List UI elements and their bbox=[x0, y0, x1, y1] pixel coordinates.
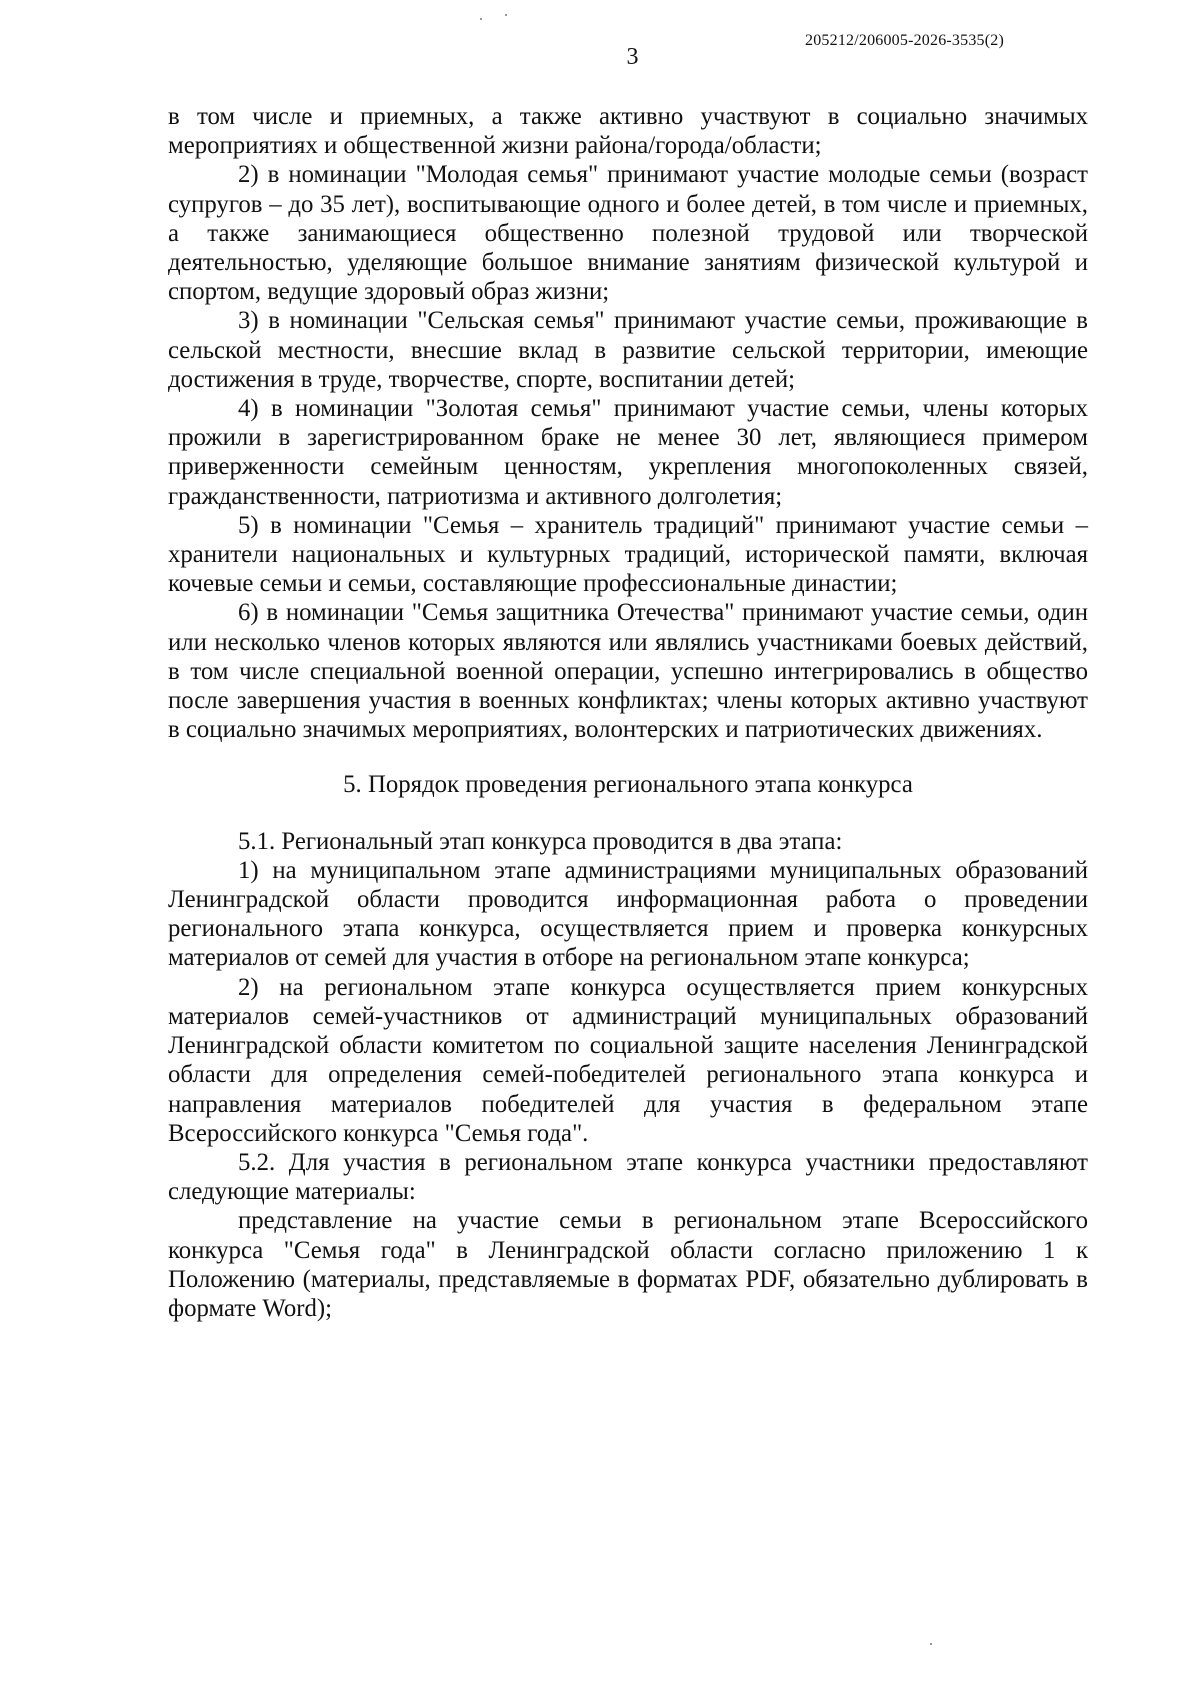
paragraph-5-1: 5.1. Региональный этап конкурса проводится в два этапа: bbox=[238, 827, 843, 855]
scan-speck bbox=[505, 14, 507, 16]
paragraph-nomination-young-family: 2) в номинации "Молодая семья" принимают участие молодые семьи (возраст супругов – до 35 лет), воспитывающие одного и более детей, в том числе и приемных, а также занимающиеся общественно полезной трудовой или творческой деятельностью, уделяющие большое внимание занятиям физической культурой и спортом, ведущие здоровый образ жизни; bbox=[168, 161, 1088, 306]
paragraph-nomination-traditions-family: 5) в номинации "Семья – хранитель традиций" принимают участие семьи – хранители национальных и культурных традиций, исторической памяти, включая кочевые семьи и семьи, составляющие профессиональные династии; bbox=[168, 511, 1088, 598]
paragraph-nomination-defender-family: 6) в номинации "Семья защитника Отечества" принимают участие семьи, один или несколько членов которых являются или являлись участниками боевых действий, в том числе специальной военной операции, успешно интегрировались в общество после завершения участия в военных конфликтах; члены которых активно участвуют в социально значимых мероприятиях, волонтерских и патриотических движениях. bbox=[168, 599, 1088, 744]
section-title: 5. Порядок проведения регионального этапа конкурса bbox=[343, 771, 913, 799]
paragraph-nomination-rural-family: 3) в номинации "Сельская семья" принимают участие семьи, проживающие в сельской местности, внесшие вклад в развитие сельской территории, имеющие достижения в труде, творчестве, спорте, воспитании детей; bbox=[168, 307, 1088, 393]
page-number: 3 bbox=[626, 44, 639, 70]
document-id: 205212/206005-2026-3535(2) bbox=[805, 32, 1004, 49]
paragraph-submission: представление на участие семьи в региональном этапе Всероссийского конкурса "Семья года" в Ленинградской области согласно приложению 1 к Положению (материалы, представляемые в форматах PDF, обязательно дублировать в формате Word); bbox=[168, 1207, 1088, 1322]
document-body bbox=[168, 102, 1088, 1323]
paragraph-municipal-stage: 1) на муниципальном этапе администрациями муниципальных образований Ленинградской области проводится информационная работа о проведении регионального этапа конкурса, осуществляется прием и проверка конкурсных материалов от семей для участия в отборе на региональном этапе конкурса; bbox=[168, 856, 1088, 972]
paragraph-nomination-golden-family: 4) в номинации "Золотая семья" принимают участие семьи, члены которых прожили в зарегистрированном браке не менее 30 лет, являющиеся примером приверженности семейным ценностям, укрепления многопоколенных связей, гражданственности, патриотизма и активного долголетия; bbox=[168, 395, 1088, 510]
paragraph-5-2: 5.2. Для участия в региональном этапе конкурса участники предоставляют следующие материалы: bbox=[168, 1148, 1088, 1206]
paragraph-continuation: в том числе и приемных, а также активно участвуют в социально значимых мероприятиях и общественной жизни района/города/области; bbox=[168, 103, 1088, 160]
scan-speck bbox=[930, 1643, 932, 1645]
paragraph-regional-stage: 2) на региональном этапе конкурса осуществляется прием конкурсных материалов семей-участников от администраций муниципальных образований Ленинградской области комитетом по социальной защите населения Ленинградской области для определения семей-победителей регионального этапа конкурса и направления материалов победителей для участия в федеральном этапе Всероссийского конкурса "Семья года". bbox=[168, 973, 1088, 1147]
scan-speck bbox=[480, 18, 482, 20]
